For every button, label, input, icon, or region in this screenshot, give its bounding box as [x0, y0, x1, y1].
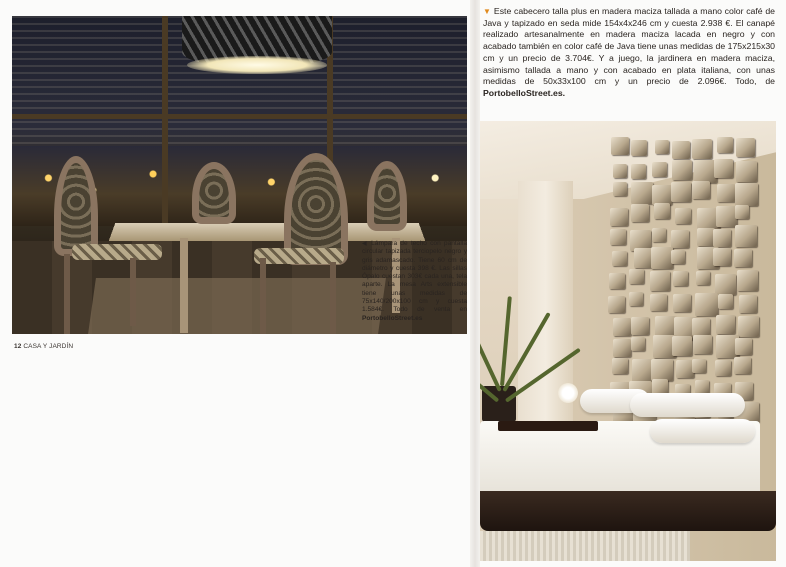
headboard-tile — [612, 251, 627, 266]
headboard-tile — [718, 294, 733, 309]
headboard-tile — [696, 271, 710, 285]
headboard-tile — [631, 164, 646, 179]
headboard-tile — [655, 140, 669, 154]
headboard-tile — [695, 293, 718, 316]
headboard-tile — [716, 206, 737, 227]
headboard-tile — [671, 230, 689, 248]
headboard-tile — [671, 250, 685, 264]
headboard-tile — [713, 248, 731, 266]
headboard-tile — [655, 316, 676, 337]
headboard-tile — [673, 271, 688, 286]
chair-leg — [130, 258, 136, 326]
headboard-tile — [671, 182, 691, 202]
headboard-tile — [613, 339, 631, 357]
headboard-tile — [692, 318, 710, 336]
headboard-tile — [739, 295, 757, 313]
headboard-tile — [612, 358, 628, 374]
headboard-tile — [714, 159, 733, 178]
headboard-tile — [652, 185, 672, 205]
headboard-tile — [716, 315, 735, 334]
headboard-tile — [613, 164, 627, 178]
section-label: CASA Y JARDÍN — [23, 343, 74, 350]
headboard-tile — [672, 336, 692, 356]
plant-leaf — [500, 296, 512, 386]
headboard-tile — [631, 337, 645, 351]
headboard-tile — [611, 137, 629, 155]
headboard-tile — [717, 184, 735, 202]
headboard-tile — [737, 270, 758, 291]
breakfast-tray — [498, 421, 598, 431]
bedroom-caption — [483, 6, 775, 100]
bedroom-photo — [480, 121, 776, 561]
bed-pillow — [650, 419, 755, 443]
headboard-tile — [613, 182, 627, 196]
headboard-tile — [734, 357, 751, 374]
window-transom — [12, 114, 467, 119]
chair-leg — [260, 258, 266, 334]
headboard-tile — [693, 335, 712, 354]
headboard-tile — [715, 274, 736, 295]
caption-arrow-icon: ▼ — [483, 7, 492, 16]
headboard-tile — [650, 271, 670, 291]
headboard-tile — [695, 380, 709, 394]
headboard-tile — [735, 205, 749, 219]
headboard-tile — [713, 229, 731, 247]
headboard-tile — [717, 137, 733, 153]
carved-headboard — [610, 139, 760, 429]
headboard-tile — [735, 338, 752, 355]
bedroom-caption-brand: PortobelloStreet.es. — [483, 87, 566, 98]
headboard-tile — [629, 292, 643, 306]
headboard-tile — [631, 140, 647, 156]
chair-leg — [330, 262, 336, 334]
headboard-tile — [651, 247, 673, 269]
dining-caption-text: Lámpara de techo con pantalla circular tapizada terciopelo negro y gris adamascado. Tiene 60 cm de diámetro y cuesta 398 €. Las sillas Ópalo cuestan 303€ cada una, tela aparte. La mesa Arts extensible tiene unas medidas de 75x140/200x100 cm y cuesta 1.584€. Todo de venta en — [362, 240, 467, 314]
page-gutter — [470, 0, 480, 567]
plant-leaf — [480, 309, 502, 392]
headboard-tile — [734, 249, 752, 267]
window-mullion — [162, 16, 168, 231]
headboard-tile — [735, 183, 758, 206]
orchid-flower — [558, 383, 578, 403]
headboard-tile — [736, 161, 757, 182]
chair-seat — [72, 244, 162, 260]
bed-pillow — [630, 393, 745, 417]
headboard-tile — [610, 208, 628, 226]
headboard-tile — [608, 296, 625, 313]
headboard-tile — [672, 141, 690, 159]
headboard-tile — [736, 138, 755, 157]
headboard-tile — [631, 204, 649, 222]
chair-leg — [64, 254, 70, 334]
page-folio — [14, 343, 73, 350]
headboard-tile — [715, 360, 731, 376]
headboard-tile — [631, 182, 653, 204]
page-number: 12 — [14, 343, 22, 350]
dining-caption — [362, 240, 467, 323]
headboard-tile — [610, 229, 626, 245]
headboard-tile — [735, 225, 757, 247]
headboard-tile — [609, 273, 625, 289]
caption-arrow-icon: ◀ — [362, 241, 368, 247]
headboard-tile — [673, 294, 691, 312]
ceiling-lamp-glow — [187, 56, 327, 74]
headboard-tile — [650, 294, 667, 311]
headboard-tile — [692, 359, 706, 373]
headboard-tile — [672, 160, 692, 180]
headboard-tile — [652, 162, 667, 177]
bed-base — [480, 491, 776, 531]
headboard-tile — [613, 318, 631, 336]
headboard-tile — [738, 316, 759, 337]
dining-table-leg — [180, 238, 188, 333]
dining-caption-brand: PortobelloStreet.es — [362, 314, 423, 322]
headboard-tile — [629, 269, 644, 284]
headboard-tile — [692, 181, 710, 199]
headboard-tile — [675, 208, 691, 224]
headboard-tile — [631, 317, 649, 335]
bedside-rug — [480, 531, 690, 561]
headboard-tile — [651, 359, 673, 381]
headboard-tile — [652, 228, 666, 242]
headboard-tile — [692, 139, 712, 159]
headboard-tile — [654, 203, 670, 219]
bedroom-caption-text: Este cabecero talla plus en madera maciza tallada a mano color café de Java y tapizado en seda mide 154x4x246 cm y cuesta 2.938 €. El canapé realizado artesanalmente en madera maciza lacada en negro y con acabado también en color café de Java tiene unas medidas de 175x215x30 cm y un precio de 3.704€. Y a juego, la jardinera en madera maciza, asimismo tallada a mano y con acabado en plata italiana, con unas medidas de 50x33x100 cm y un precio de 2.096€. Todo, de — [483, 6, 775, 87]
